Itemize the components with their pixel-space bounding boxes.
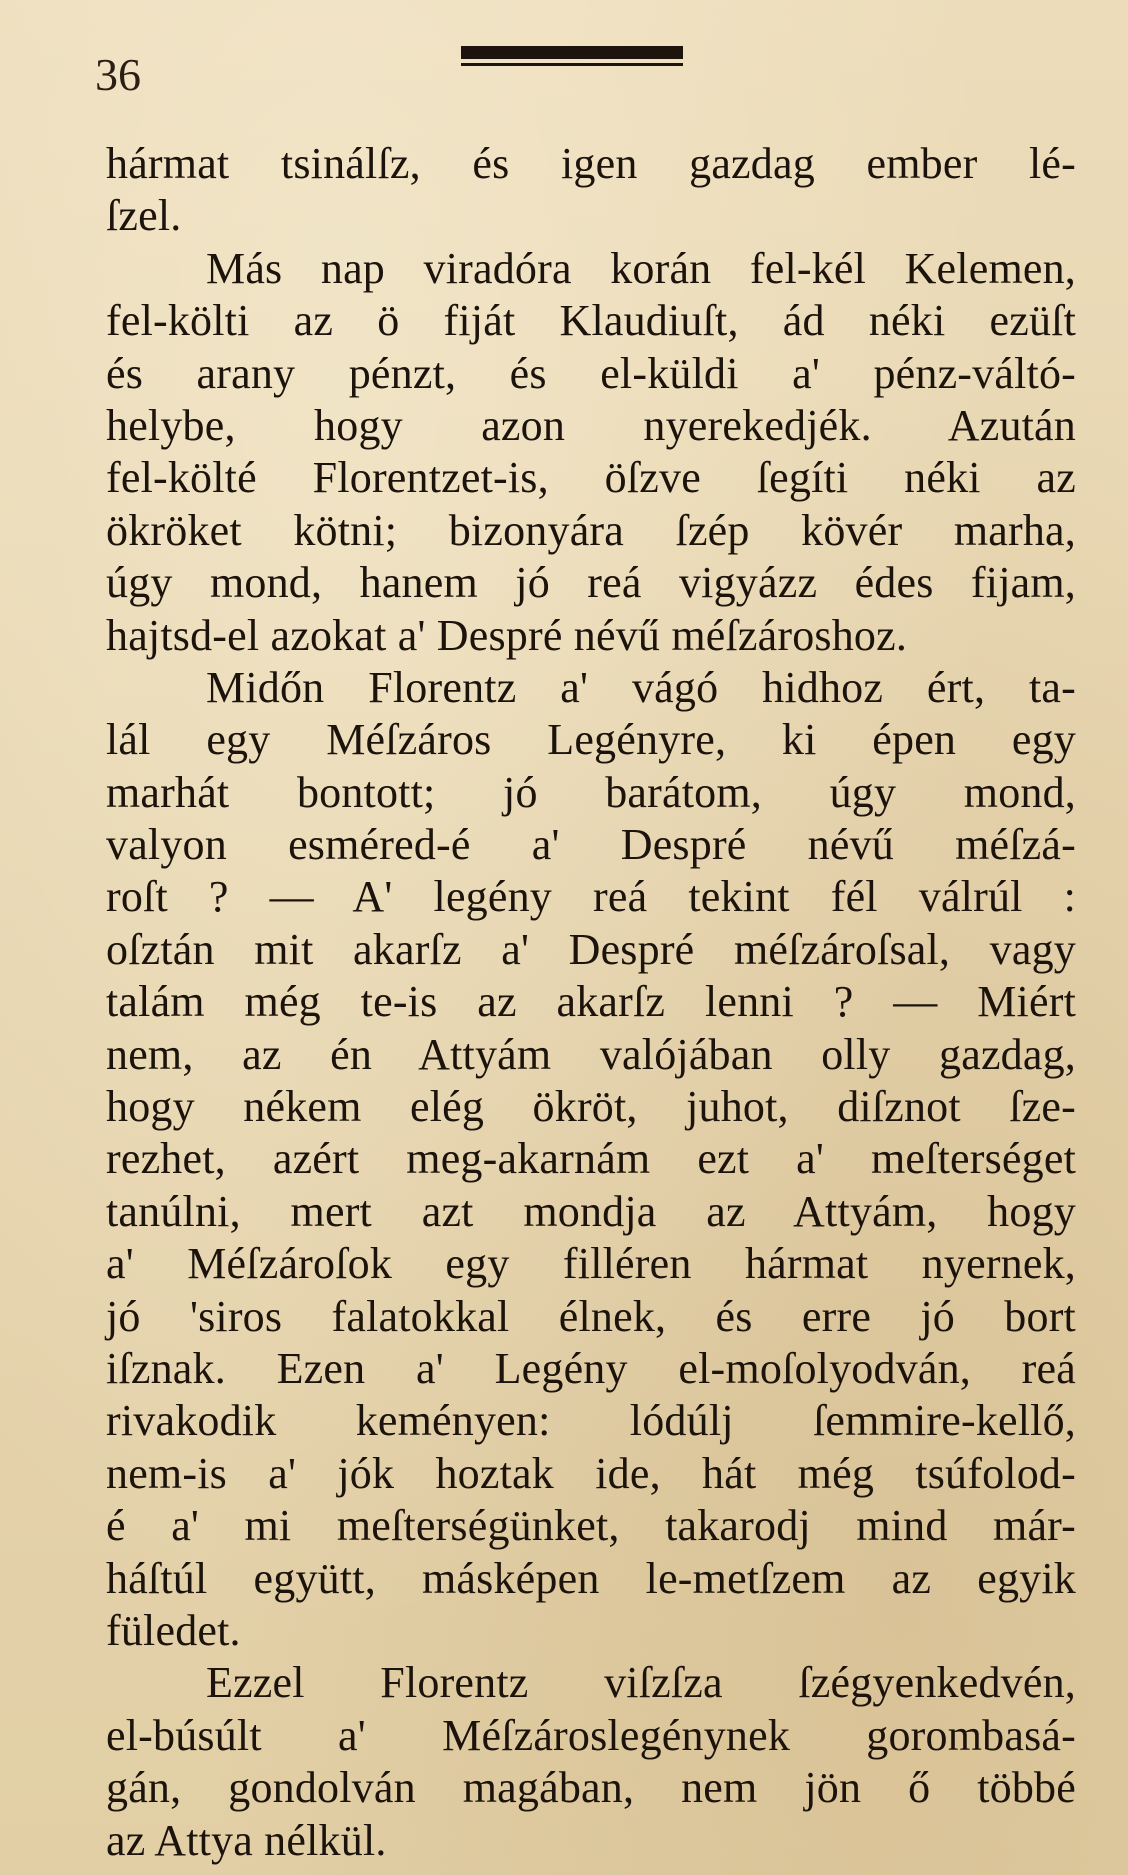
text-line: é a' mi meſterségünket, takarodj mind már- (106, 1501, 1076, 1551)
body-text (106, 138, 1076, 1867)
text-line: valyon esméred-é a' Despré névű méſzá- (106, 820, 1076, 870)
text-line: roſt ? — A' legény reá tekint fél válrúl : (106, 872, 1076, 922)
text-line: talám még te-is az akarſz lenni ? — Miért (106, 977, 1076, 1027)
text-line: lál egy Méſzáros Legényre, ki épen egy (106, 715, 1076, 765)
text-line: iſznak. Ezen a' Legény el-moſolyodván, reá (106, 1343, 1076, 1393)
text-line: rezhet, azért meg-akarnám ezt a' meſterséget (106, 1134, 1076, 1184)
text-line: helybe, hogy azon nyerekedjék. Azután (106, 400, 1076, 450)
text-line: fel-költé Florentzet-is, öſzve ſegíti néki az (106, 453, 1076, 503)
text-line: hajtsd-el azokat a' Despré névű méſzároshoz. (106, 610, 908, 660)
text-line: fel-költi az ö fiját Klaudiuſt, ád néki ezüſt (106, 296, 1076, 346)
text-line: az Attya nélkül. (106, 1815, 387, 1865)
text-line: úgy mond, hanem jó reá vigyázz édes fijam, (106, 558, 1076, 608)
text-line: és arany pénzt, és el-küldi a' pénz-váltó- (106, 348, 1076, 398)
text-line: Más nap viradóra korán fel-kél Kelemen, (206, 243, 1076, 293)
header-rule-thin (461, 63, 683, 66)
text-line: rivakodik keményen: lódúlj ſemmire-kellő, (106, 1396, 1076, 1446)
text-line: füledet. (106, 1605, 241, 1655)
page-number: 36 (95, 49, 141, 100)
text-line: ſzel. (106, 191, 182, 241)
text-line: oſztán mit akarſz a' Despré méſzároſsal, vagy (106, 924, 1076, 974)
text-line: Midőn Florentz a' vágó hidhoz ért, ta- (206, 662, 1076, 712)
text-line: a' Méſzároſok egy filléren hármat nyernek, (106, 1239, 1076, 1289)
text-line: Ezzel Florentz viſzſza ſzégyenkedvén, (206, 1658, 1076, 1708)
text-line: nem-is a' jók hoztak ide, hát még tsúfolod- (106, 1448, 1076, 1498)
text-line: el-búsúlt a' Méſzároslegénynek gorombasá- (106, 1710, 1076, 1760)
text-line: jó 'siros falatokkal élnek, és erre jó bort (106, 1291, 1076, 1341)
text-line: hogy nékem elég ökröt, juhot, diſznot ſze- (106, 1082, 1076, 1132)
text-line: marhát bontott; jó barátom, úgy mond, (106, 767, 1076, 817)
header-rule-thick (461, 46, 683, 59)
text-line: tanúlni, mert azt mondja az Attyám, hogy (106, 1186, 1076, 1236)
text-line: ökröket kötni; bizonyára ſzép kövér marha, (106, 505, 1076, 555)
text-line: hármat tsinálſz, és igen gazdag ember lé- (106, 139, 1076, 188)
text-line: háſtúl együtt, másképen le-metſzem az egyik (106, 1553, 1076, 1603)
text-line: gán, gondolván magában, nem jön ő többé (106, 1763, 1076, 1813)
text-line: nem, az én Attyám valójában olly gazdag, (106, 1029, 1076, 1079)
